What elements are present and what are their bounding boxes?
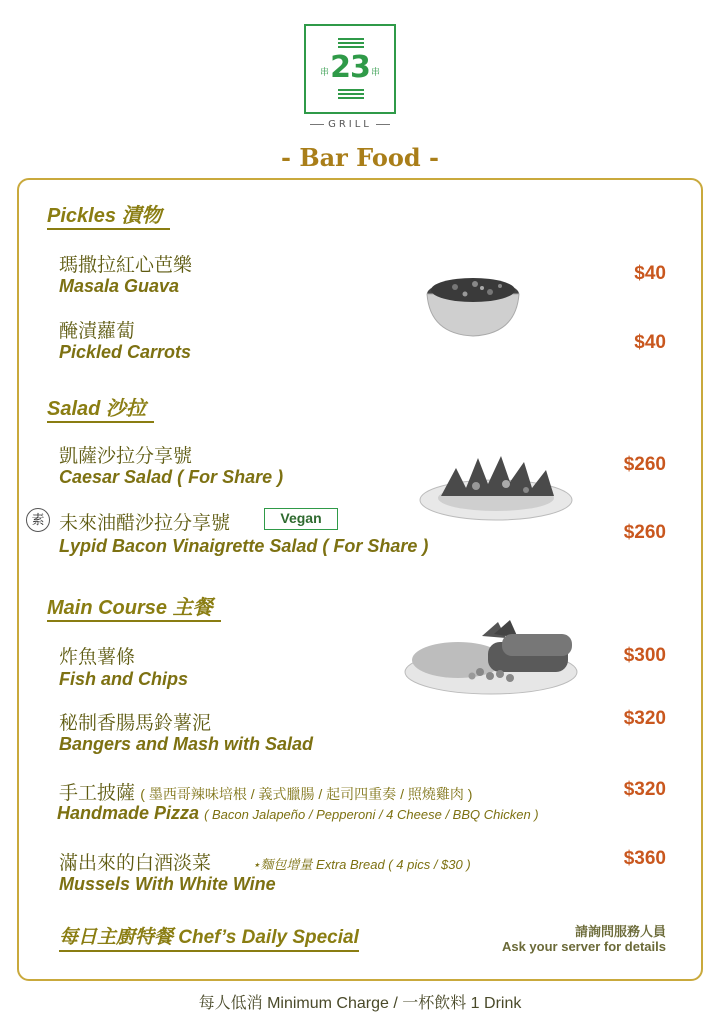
item-en: Bangers and Mash with Salad bbox=[59, 734, 314, 754]
item-en: Mussels With White Wine bbox=[59, 874, 276, 894]
main-course-plate-image bbox=[402, 616, 580, 698]
item-zh: 未來油醋沙拉分享號 bbox=[59, 513, 231, 534]
footer-minimum-charge: 每人低消 Minimum Charge / 一杯飲料 1 Drink bbox=[198, 995, 522, 1012]
item-price: $300 bbox=[623, 645, 666, 666]
item-zh: 醃漬蘿蔔 bbox=[59, 321, 136, 342]
item-zh-mussels bbox=[59, 848, 471, 875]
item-price: $320 bbox=[623, 708, 666, 729]
item-en: Lypid Bacon Vinaigrette Salad ( For Share ) bbox=[59, 536, 429, 556]
item-en: Pickled Carrots bbox=[59, 342, 192, 362]
item-zh-pizza bbox=[59, 778, 472, 805]
pickles-bowl-image bbox=[420, 262, 530, 342]
item-zh-note: ⋆麵包增量 Extra Bread ( 4 pics / $30 ) bbox=[252, 857, 471, 872]
item-zh: 凱薩沙拉分享號 bbox=[59, 446, 193, 467]
item-en-pizza bbox=[57, 803, 539, 824]
chef-special-title: 每日主廚特餐 Chef’s Daily Special bbox=[59, 926, 359, 952]
item-price: $320 bbox=[623, 779, 666, 800]
item-zh: 手工披薩 bbox=[59, 783, 136, 804]
chef-special-note-en: Ask your server for details bbox=[501, 939, 666, 954]
logo-mark-right: 串 bbox=[370, 68, 380, 78]
item-zh: 瑪撒拉紅心芭樂 bbox=[59, 255, 193, 276]
item-price: $260 bbox=[623, 454, 666, 475]
page-title: - Bar Food - bbox=[281, 143, 439, 172]
logo-subtitle: GRILL bbox=[304, 119, 396, 130]
item-price: $40 bbox=[634, 332, 666, 353]
chef-special-note-zh: 請詢問服務人員 bbox=[574, 924, 666, 939]
item-zh: 秘制香腸馬鈴薯泥 bbox=[59, 713, 212, 734]
item-zh-note: ( 墨西哥辣味培根 / 義式臘腸 / 起司四重奏 / 照燒雞肉 ) bbox=[140, 786, 473, 802]
section-title-pickles: Pickles 漬物 bbox=[47, 204, 170, 230]
salad-plate-image bbox=[416, 448, 576, 528]
item-zh: 滿出來的白酒淡菜 bbox=[59, 853, 212, 874]
item-en: Fish and Chips bbox=[59, 669, 189, 689]
logo-number: 23 bbox=[330, 50, 370, 85]
item-en-note: ( Bacon Jalapeño / Pepperoni / 4 Cheese / BBQ Chicken ) bbox=[204, 807, 539, 822]
vegetarian-mark: 素 bbox=[26, 508, 50, 532]
vegan-badge: Vegan bbox=[264, 508, 338, 530]
logo bbox=[304, 24, 396, 114]
section-title-salad: Salad 沙拉 bbox=[47, 397, 154, 423]
item-price: $40 bbox=[634, 263, 666, 284]
item-en: Handmade Pizza bbox=[57, 803, 200, 823]
section-title-main: Main Course 主餐 bbox=[47, 596, 221, 622]
item-price: $360 bbox=[623, 848, 666, 869]
item-en: Caesar Salad ( For Share ) bbox=[59, 467, 284, 487]
item-price: $260 bbox=[623, 522, 666, 543]
item-en: Masala Guava bbox=[59, 276, 180, 296]
logo-mark-left: 串 bbox=[320, 68, 330, 78]
item-zh: 炸魚薯條 bbox=[59, 647, 136, 668]
